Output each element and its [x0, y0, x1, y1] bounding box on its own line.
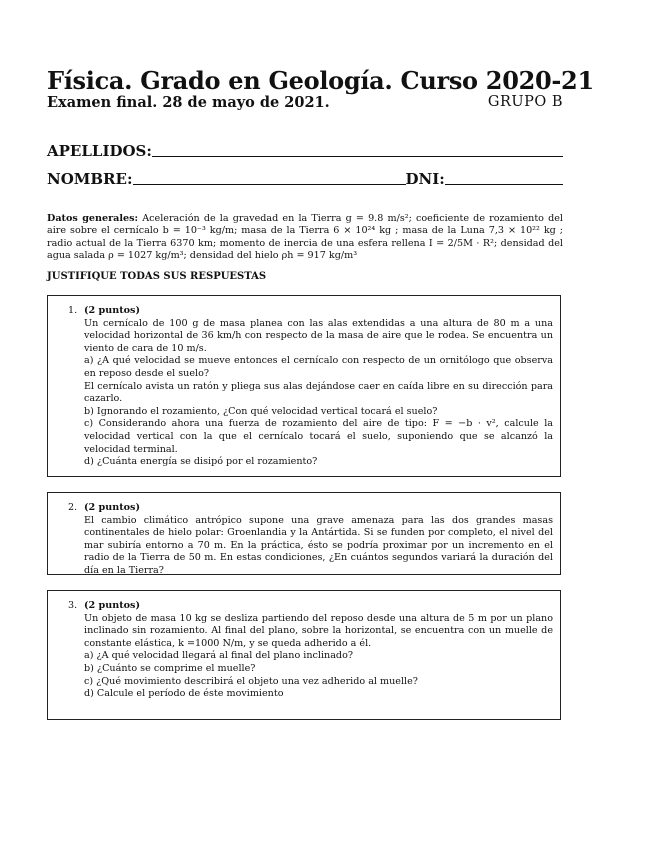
- nombre-dni-row: [47, 166, 563, 188]
- question-number: 2.: [68, 502, 78, 513]
- nombre-label: NOMBRE:: [47, 170, 133, 188]
- question-content: [68, 305, 553, 469]
- question-box-2: [47, 492, 561, 575]
- question-text: Un objeto de masa 10 kg se desliza partiendo del reposo desde una altura de 5 m por un plano inclinado sin rozamiento. Al final del plano, sobre la horizontal, se encuentra con un muelle de constante elástica, k =1000 N/m, y se queda adherido a él.: [84, 612, 553, 649]
- page-title: Física. Grado en Geología. Curso 2020-21: [47, 66, 594, 95]
- apellidos-field[interactable]: [47, 138, 563, 160]
- apellidos-label: APELLIDOS:: [47, 142, 152, 160]
- group-label: GRUPO B: [487, 94, 563, 110]
- question-content: [68, 600, 553, 701]
- question-part: b) ¿Cuánto se comprime el muelle?: [84, 662, 256, 674]
- general-data-text: Aceleración de la gravedad en la Tierra g = 9.8 m/s²; coeficiente de rozamiento del aire sobre el cernícalo b = 10⁻³ kg/m; masa de la Tierra 6 × 10²⁴ kg ; masa de la Luna 7,3 × 10²² kg ; radio actual de la Tierra 6370 km; momento de inercia de una esfera rellena I = 2/5M · R²; densidad del agua salada ρ = 1027 kg/m³; densidad del hielo ρh = 917 kg/m³: [47, 213, 563, 261]
- question-part: a) ¿A qué velocidad llegará al final del plano inclinado?: [84, 650, 353, 662]
- question-part: a) ¿A qué velocidad se mueve entonces el cernícalo con respecto de un ornitólogo que observa en reposo desde el suelo?: [84, 355, 553, 379]
- nombre-line[interactable]: [133, 184, 406, 185]
- question-content: [68, 502, 553, 578]
- question-part: b) Ignorando el rozamiento, ¿Con qué velocidad vertical tocará el suelo?: [84, 405, 438, 417]
- question-text: Un cernícalo de 100 g de masa planea con las alas extendidas a una altura de 80 m a una velocidad horizontal de 36 km/h con respecto de la masa de aire que le rodea. Se encuentra un viento de cara de 10 m/s.: [84, 317, 553, 354]
- question-points: (2 puntos): [84, 600, 140, 611]
- question-points: (2 puntos): [84, 502, 140, 513]
- question-part: c) Considerando ahora una fuerza de rozamiento del aire de tipo: F = −b · v², calcule la velocidad vertical con la que el cernícalo tocará el suelo, suponiendo que se alcanzó la velocidad terminal.: [84, 418, 553, 455]
- question-part: d) ¿Cuánta energía se disipó por el rozamiento?: [84, 456, 318, 468]
- question-text: El cernícalo avista un ratón y pliega sus alas dejándose caer en caída libre en su dirección para cazarlo.: [84, 380, 553, 405]
- question-number: 1.: [68, 305, 78, 316]
- question-points: (2 puntos): [84, 305, 140, 316]
- dni-label: DNI:: [405, 170, 445, 188]
- question-part: c) ¿Qué movimiento describirá el objeto una vez adherido al muelle?: [84, 675, 418, 687]
- question-box-3: [47, 590, 561, 720]
- general-data-lead: Datos generales:: [47, 213, 139, 224]
- dni-line[interactable]: [445, 184, 563, 185]
- question-box-1: [47, 295, 561, 477]
- general-data: [47, 213, 563, 262]
- question-part: d) Calcule el período de éste movimiento: [84, 688, 284, 700]
- exam-subtitle: Examen final. 28 de mayo de 2021.: [47, 94, 330, 111]
- justify-instruction: JUSTIFIQUE TODAS SUS RESPUESTAS: [47, 271, 267, 282]
- question-text: El cambio climático antrópico supone una grave amenaza para las dos grandes masas continentales de hielo polar: Groenlandia y la Antártida. Si se funden por completo, el nivel del mar subiría entorno a 70 m. En la práctica, ésto se podría proximar por un incremento en el radio de la Tierra de 50 m. En estas condiciones, ¿En cuántos segundos variará la duración del día en la Tierra?: [84, 514, 553, 576]
- question-number: 3.: [68, 600, 78, 611]
- apellidos-line[interactable]: [152, 156, 563, 157]
